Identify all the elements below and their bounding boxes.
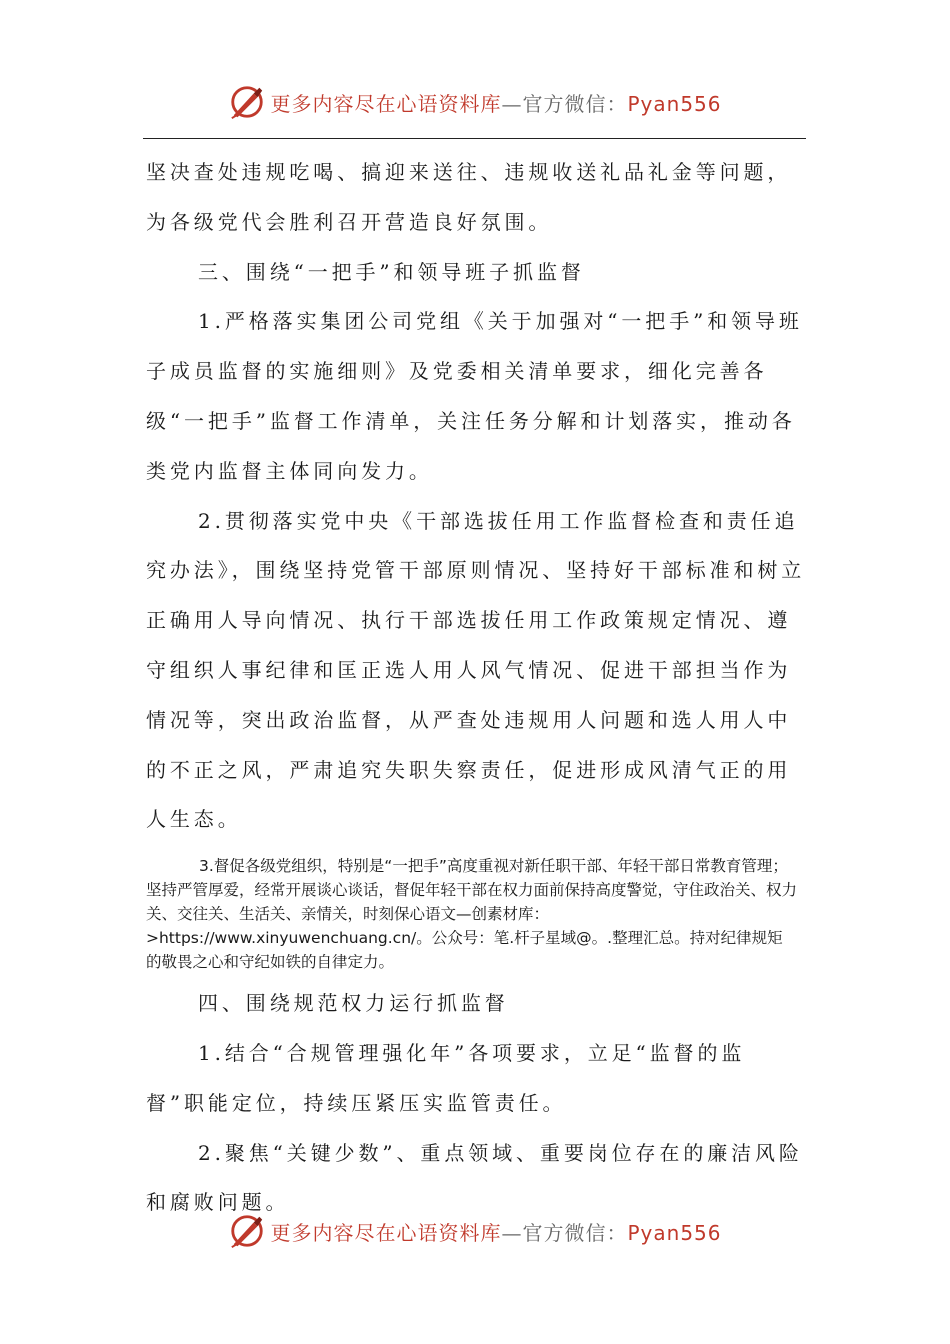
header-banner-wechat-label: —官方微信：: [501, 91, 628, 116]
footer-banner-text: [270, 1217, 721, 1246]
document-body: [146, 148, 806, 1228]
pen-logo-icon: [228, 1212, 266, 1250]
paragraph-3-3-text: 3.督促各级党组织，特别是“一把手”高度重视对新任职干部、年轻干部日常教育管理；坚持严管厚爱，经常开展谈心谈话，督促年轻干部在权力面前保持高度警觉，守住政治关、权力关、交往关、生活关、亲情关，时刻保心语文—创素材库：>https://www.xinyuwenchuang.cn/。公众号：笔.杆子星域@。.整理汇总。持对纪律规矩的敬畏之心和守纪如铁的自律定力。: [146, 857, 798, 972]
paragraph-continuation: 坚决查处违规吃喝、搞迎来送往、违规收送礼品礼金等问题，为各级党代会胜利召开营造良好氛围。: [146, 160, 792, 234]
paragraph-3-1: 1.严格落实集团公司党组《关于加强对“一把手”和领导班子成员监督的实施细则》及党委相关清单要求，细化完善各级“一把手”监督工作清单，关注任务分解和计划落实，推动各类党内监督主体同向发力。: [146, 309, 803, 483]
paragraph-4-1: 1.结合“合规管理强化年”各项要求，立足“监督的监督”职能定位，持续压紧压实监管责任。: [146, 1040, 746, 1115]
header-banner-text: [270, 88, 721, 117]
paragraph-4-2: 2.聚焦“关键少数”、重点领域、重要岗位存在的廉洁风险和腐败问题。: [146, 1140, 803, 1215]
header-divider: [143, 138, 806, 139]
footer-banner-wechat-label: —官方微信：: [501, 1220, 628, 1245]
header-banner-wechat-id: Pyan556: [627, 91, 722, 116]
paragraph-3-3: [146, 854, 806, 974]
pen-logo-icon: [228, 83, 266, 121]
paragraph-3-2: 2.贯彻落实党中央《干部选拔任用工作监督检查和责任追究办法》，围绕坚持党管干部原则情况、坚持好干部标准和树立正确用人导向情况、执行干部选拔任用工作政策规定情况、遵守组织人事纪律和匡正选人用人风气情况、促进干部担当作为情况等，突出政治监督，从严查处违规用人问题和选人用人中的不正之风，严肃追究失职失察责任，促进形成风清气正的用人生态。: [146, 508, 806, 832]
header-banner-title: 更多内容尽在心语资料库: [270, 91, 502, 116]
footer-banner-wechat-id: Pyan556: [627, 1220, 722, 1245]
section-heading-4: 四、围绕规范权力运行抓监督: [198, 991, 509, 1016]
footer-banner: [0, 1211, 950, 1251]
section-heading-3: 三、围绕“一把手”和领导班子抓监督: [198, 259, 585, 284]
header-banner: [0, 82, 950, 122]
footer-banner-title: 更多内容尽在心语资料库: [270, 1220, 502, 1245]
